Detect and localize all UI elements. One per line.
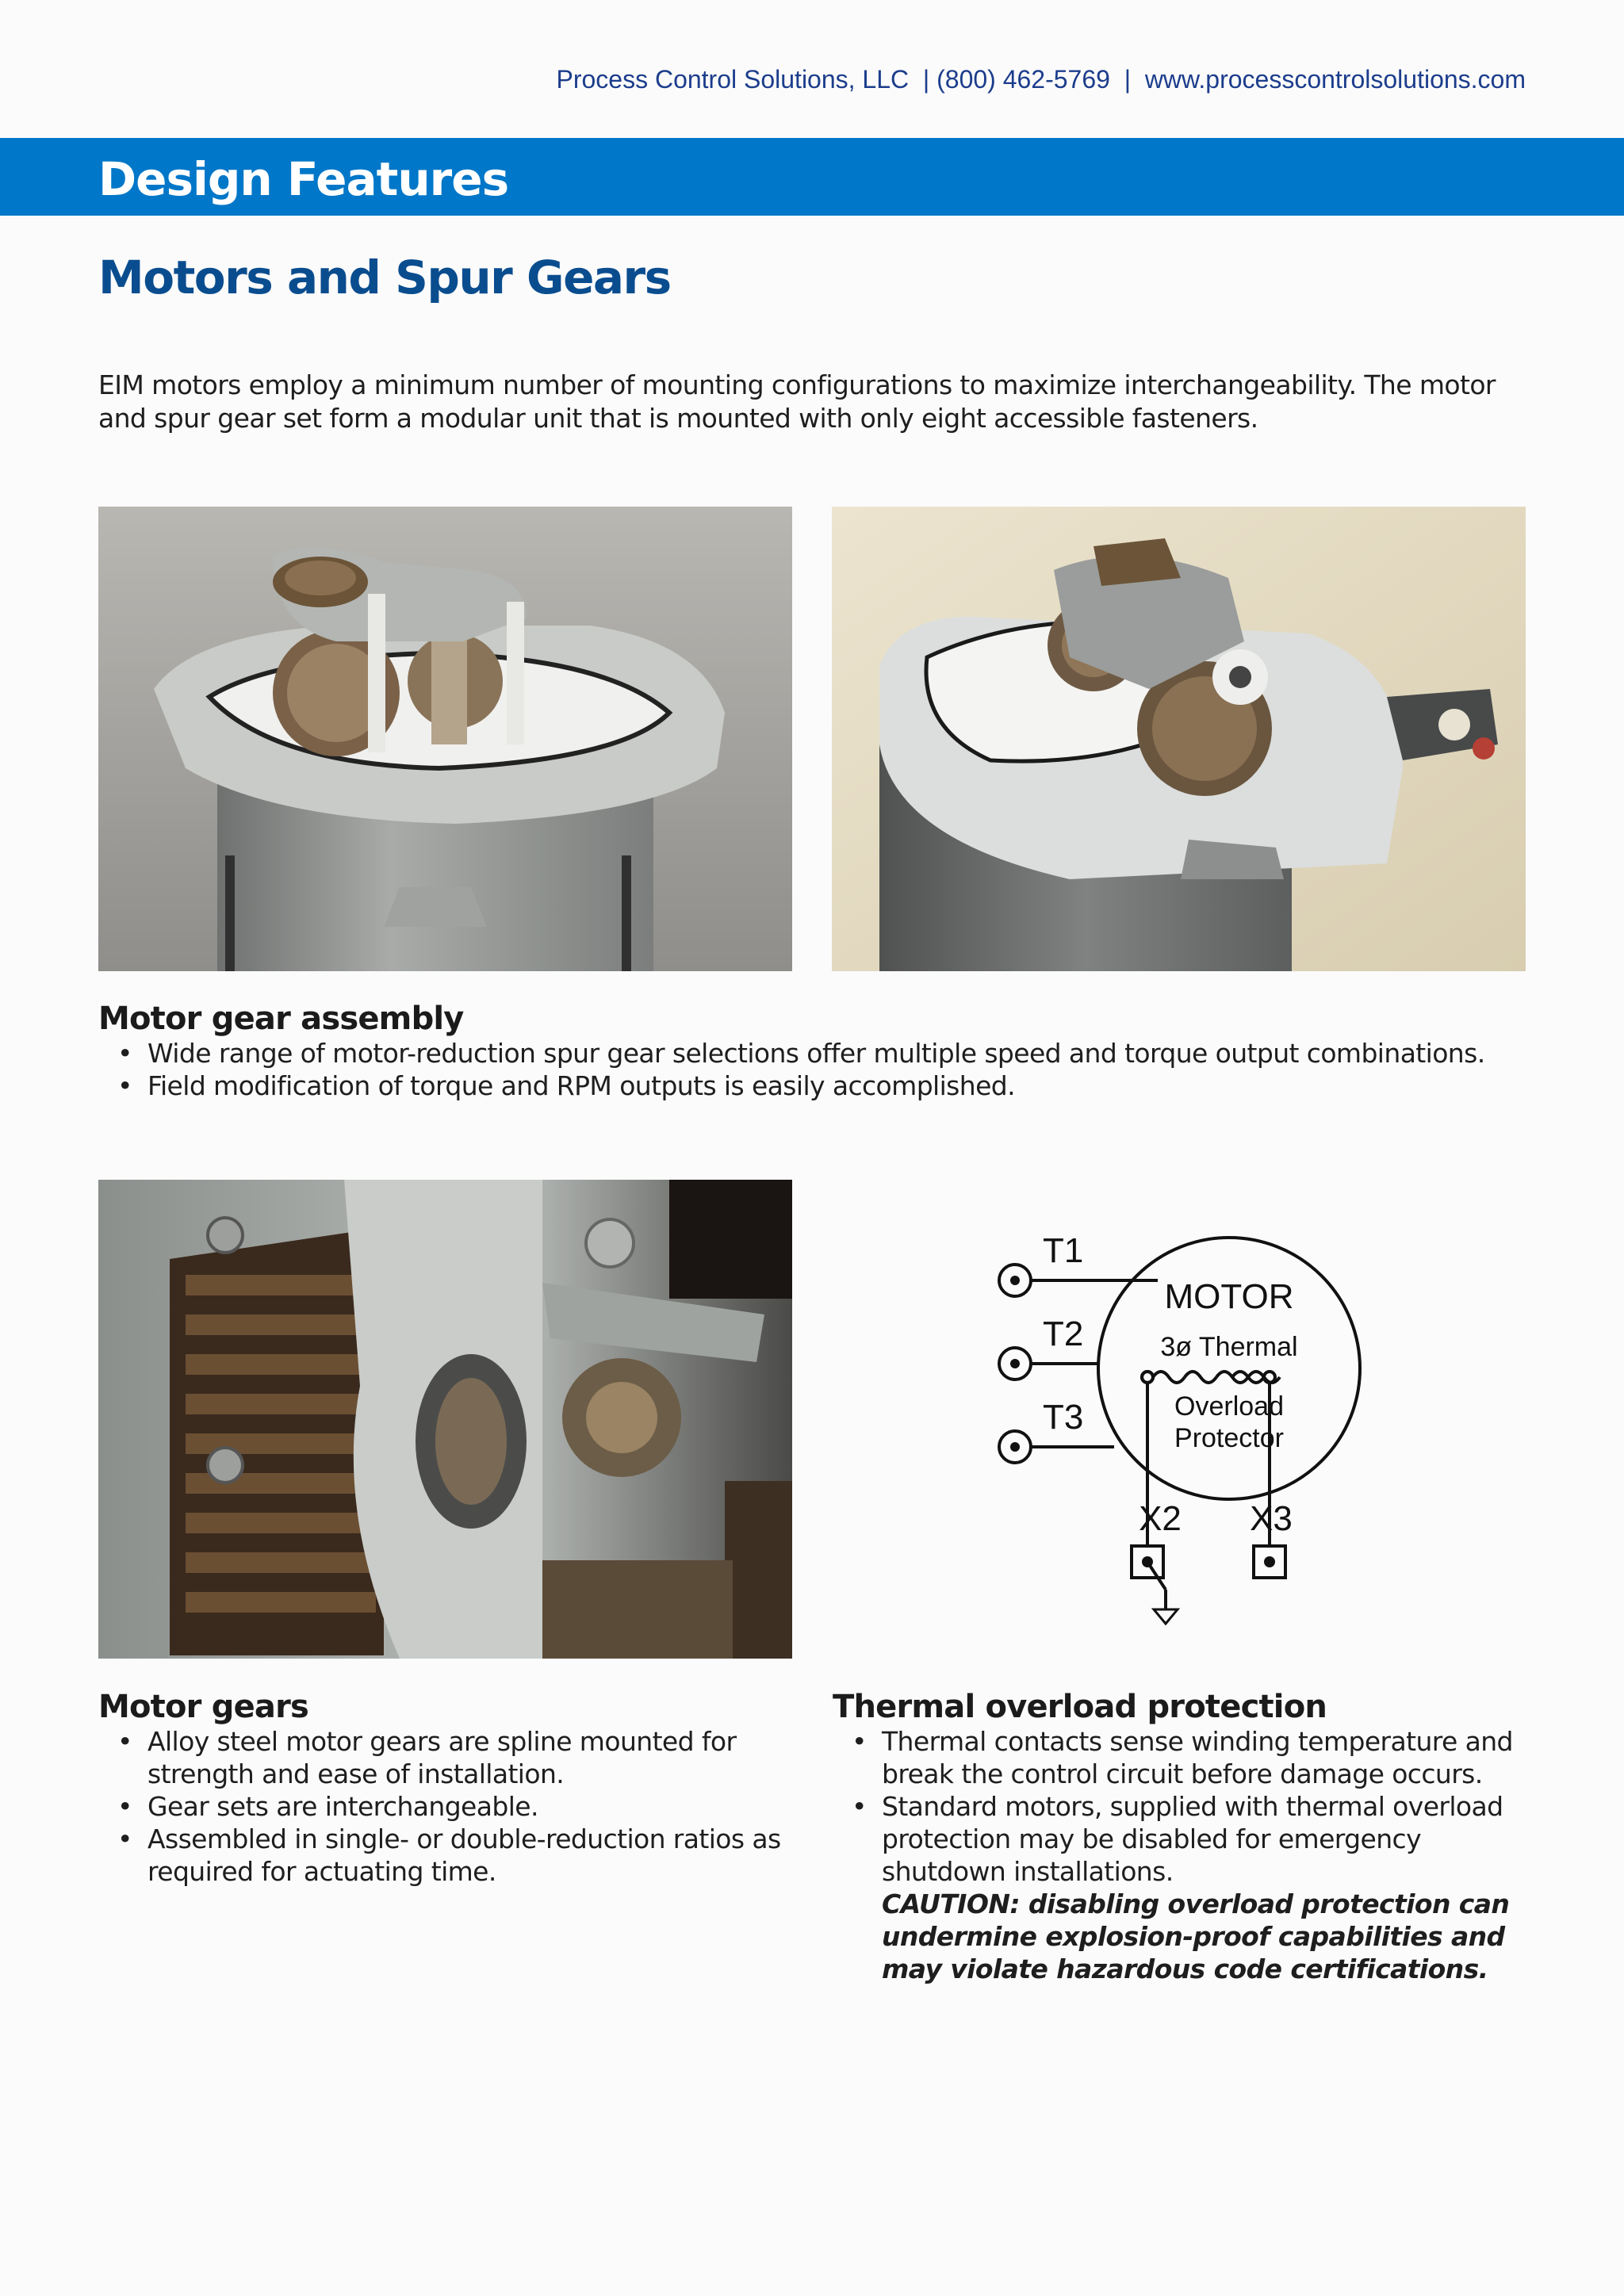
list-item: • Alloy steel motor gears are spline mounted for strength and ease of installation. (98, 1725, 812, 1790)
terminal-x3-label: X3 (1250, 1499, 1293, 1538)
motor-gears-heading: Motor gears (98, 1689, 309, 1725)
caution-note: CAUTION: disabling overload protection can undermine explosion-proof capabilities and may violate hazardous code certifications. (882, 1888, 1510, 1984)
section-banner (0, 138, 1624, 216)
overload-label: Overload (1174, 1391, 1284, 1422)
motor-label: MOTOR (1164, 1277, 1294, 1316)
motor-gear-assembly-photo-2 (832, 507, 1526, 971)
contact-line: Process Control Solutions, LLC | (800) 462-5769 | www.processcontrolsolutions.com (556, 65, 1526, 94)
list-item: • Wide range of motor-reduction spur gear selections offer multiple speed and torque output combinations. (98, 1037, 1526, 1070)
list-item: • Assembled in single- or double-reduction ratios as required for actuating time. (98, 1823, 812, 1888)
list-item: • Thermal contacts sense winding temperature and break the control circuit before damage occurs. (833, 1725, 1530, 1790)
thermal-overload-heading: Thermal overload protection (833, 1689, 1327, 1725)
terminal-x2-label: X2 (1139, 1499, 1182, 1538)
motor-gear-assembly-section (98, 1001, 1526, 1102)
motor-gears-section (98, 1689, 812, 1888)
thermal-label: 3ø Thermal (1160, 1332, 1298, 1362)
thermal-overload-list (833, 1725, 1530, 1985)
intro-paragraph: EIM motors employ a minimum number of mounting configurations to maximize interchangeability. The motor and spur gear set form a modular unit that is mounted with only eight accessible fasteners. (98, 369, 1496, 434)
list-item-text: Standard motors, supplied with thermal overload protection may be disabled for emergency shutdown installations. (882, 1791, 1503, 1887)
motor-gear-assembly-heading: Motor gear assembly (98, 1001, 464, 1037)
terminal-t1-label: T1 (1043, 1231, 1084, 1270)
protector-label: Protector (1174, 1423, 1284, 1453)
motor-gear-assembly-photo-1 (98, 507, 792, 971)
terminal-t3-label: T3 (1043, 1398, 1084, 1437)
motor-gears-list (98, 1725, 812, 1888)
list-item: • Field modification of torque and RPM outputs is easily accomplished. (98, 1070, 1526, 1102)
thermal-overload-wiring-diagram (987, 1213, 1368, 1633)
list-item: • Gear sets are interchangeable. (98, 1790, 812, 1823)
motor-gear-assembly-list (98, 1037, 1526, 1102)
page-title: Motors and Spur Gears (98, 251, 671, 304)
motor-gears-photo (98, 1180, 792, 1659)
list-item (833, 1790, 1530, 1985)
terminal-t2-label: T2 (1043, 1314, 1084, 1353)
banner-title: Design Features (98, 152, 509, 206)
thermal-overload-section (833, 1689, 1530, 1985)
